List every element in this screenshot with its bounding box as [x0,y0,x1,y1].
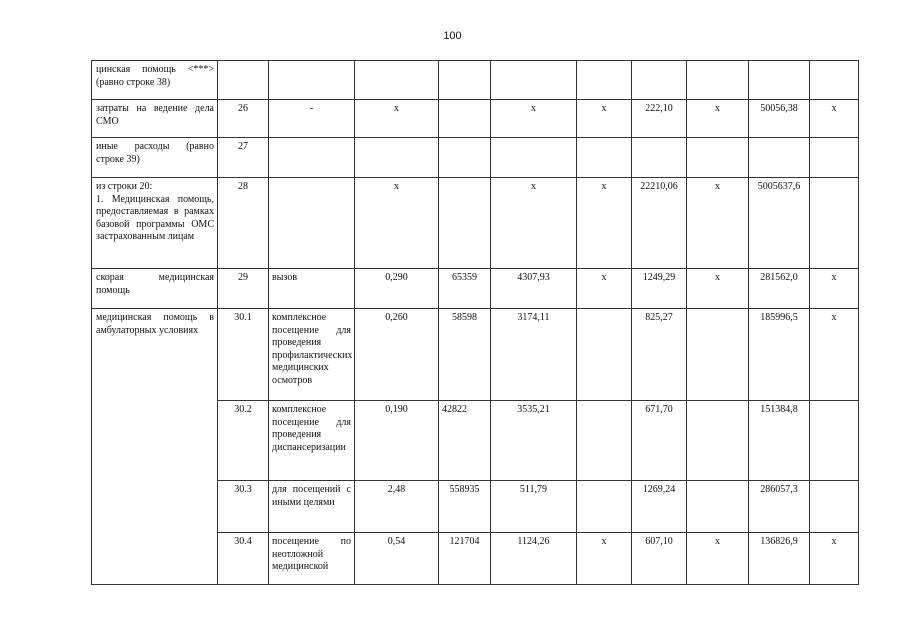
unit-cell: комплексное посещение для проведения профилактических медицинских осмотров [269,309,355,401]
row-label: из строки 20: 1. Медицинская помощь, предоставляемая в рамках базовой программы ОМС застрахованным лицам [92,178,218,269]
value-cell [577,138,632,178]
value-cell: 1124,26 [491,533,577,585]
value-cell: 0,54 [355,533,439,585]
value-cell [577,309,632,401]
table-row [92,309,859,401]
value-cell: 0,260 [355,309,439,401]
unit-cell: - [269,100,355,138]
unit-cell: для посещений с иными целями [269,481,355,533]
value-cell [687,309,749,401]
value-cell: 222,10 [632,100,687,138]
value-cell [439,61,491,100]
line-number: 30.4 [218,533,269,585]
unit-cell: комплексное посещение для проведения диспансеризации [269,401,355,481]
value-cell [632,138,687,178]
unit-cell: вызов [269,269,355,309]
row-label: иные расходы (равно строке 39) [92,138,218,178]
value-cell: х [355,178,439,269]
value-cell [439,178,491,269]
value-cell [749,138,810,178]
value-cell: х [577,533,632,585]
value-cell [749,61,810,100]
value-cell: 825,27 [632,309,687,401]
line-number [218,61,269,100]
value-cell: 558935 [439,481,491,533]
value-cell: х [577,178,632,269]
value-cell [687,481,749,533]
line-number: 26 [218,100,269,138]
value-cell: 671,70 [632,401,687,481]
table-row [92,61,859,100]
value-cell: х [687,533,749,585]
value-cell [577,61,632,100]
value-cell [577,481,632,533]
line-number: 27 [218,138,269,178]
line-number: 30.3 [218,481,269,533]
table-row [92,100,859,138]
value-cell: х [491,178,577,269]
line-number: 30.2 [218,401,269,481]
value-cell [632,61,687,100]
value-cell: х [577,269,632,309]
value-cell: х [810,100,859,138]
page-number: 100 [443,30,462,42]
row-label: скорая медицинская помощь [92,269,218,309]
line-number: 29 [218,269,269,309]
line-number: 28 [218,178,269,269]
value-cell [810,178,859,269]
value-cell: 185996,5 [749,309,810,401]
value-cell: х [687,269,749,309]
value-cell [687,401,749,481]
value-cell: 2,48 [355,481,439,533]
value-cell: 58598 [439,309,491,401]
value-cell: х [687,100,749,138]
value-cell [687,138,749,178]
value-cell: х [810,533,859,585]
value-cell: х [577,100,632,138]
value-cell: х [687,178,749,269]
unit-cell: посещение по неотложной медицинской [269,533,355,585]
value-cell: х [355,100,439,138]
value-cell: 607,10 [632,533,687,585]
table-row [92,178,859,269]
value-cell: 0,290 [355,269,439,309]
value-cell: 4307,93 [491,269,577,309]
value-cell: 1249,29 [632,269,687,309]
value-cell: 3174,11 [491,309,577,401]
unit-cell [269,178,355,269]
value-cell: 42822 [439,401,491,481]
value-cell: 0,190 [355,401,439,481]
value-cell [355,61,439,100]
value-cell: 511,79 [491,481,577,533]
row-label: цинская помощь <***> (равно строке 38) [92,61,218,100]
value-cell: 121704 [439,533,491,585]
line-number: 30.1 [218,309,269,401]
value-cell: 3535,21 [491,401,577,481]
value-cell: 286057,3 [749,481,810,533]
value-cell: х [810,309,859,401]
row-label: затраты на ведение дела СМО [92,100,218,138]
value-cell [439,100,491,138]
value-cell: 151384,8 [749,401,810,481]
unit-cell [269,138,355,178]
value-cell [810,61,859,100]
value-cell [491,138,577,178]
value-cell: 136826,9 [749,533,810,585]
value-cell [810,138,859,178]
table-row [92,269,859,309]
value-cell [491,61,577,100]
value-cell: х [810,269,859,309]
value-cell [687,61,749,100]
value-cell [577,401,632,481]
value-cell: 50056,38 [749,100,810,138]
value-cell: 281562,0 [749,269,810,309]
value-cell [439,138,491,178]
value-cell: 22210,06 [632,178,687,269]
value-cell: х [491,100,577,138]
value-cell: 1269,24 [632,481,687,533]
value-cell [355,138,439,178]
row-label: медицинская помощь в амбулаторных условиях [92,309,218,585]
table-row [92,138,859,178]
value-cell: 65359 [439,269,491,309]
data-table [91,60,859,585]
value-cell [810,401,859,481]
value-cell [810,481,859,533]
unit-cell [269,61,355,100]
value-cell: 5005637,6 [749,178,810,269]
